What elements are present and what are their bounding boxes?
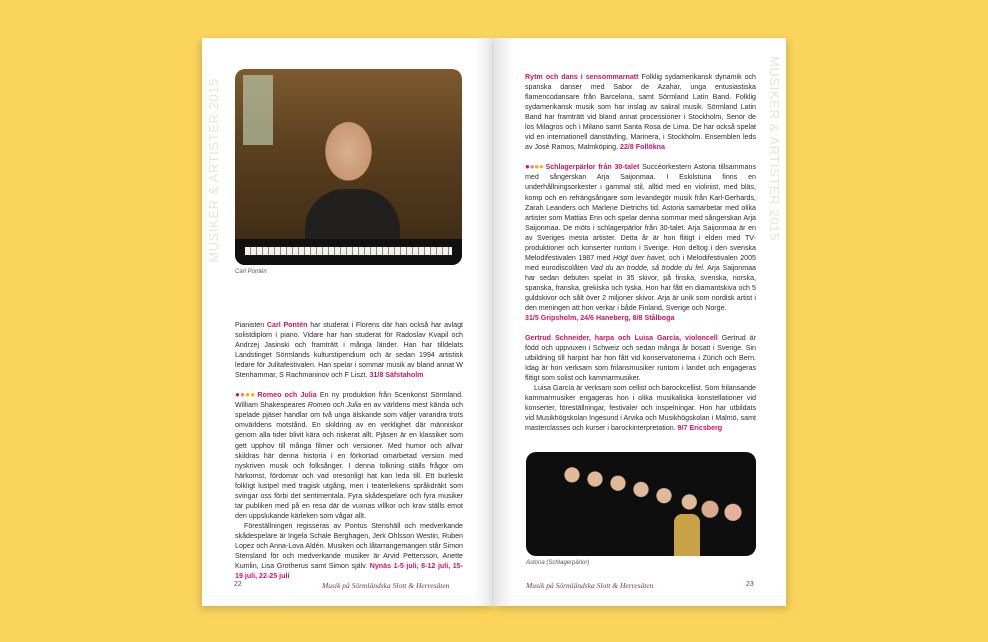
right-page [494,38,786,606]
side-label-right: MUSIKER & ARTISTER 2015 [767,56,782,241]
left-page [202,38,494,606]
left-article-text [235,320,463,581]
romeo-paragraph-2 [235,521,463,581]
left-folio-title: Musik på Sörmländska Slott & Herresäten [322,581,450,590]
romeo-body-1: En ny produktion från Scenkonst Sörmland. William Shakespeares [235,391,463,410]
carl-ponten-photo [235,69,462,265]
romeo-paragraph [235,390,463,521]
right-article-text-top [525,72,756,323]
rytm-name: Rytm och dans i sensommarnatt [525,73,639,81]
schlager-date: 31/5 Gripsholm, 24/6 Haneberg, 8/8 Stålboga [525,314,675,323]
romeo-body-2: en av världens mest kända och spelade pjäser handlar om två unga älskande som väljer varandra trots omvärldens motstånd. En skildring av en verklighet där människor genom alla tider blivit kära och riskerat allt. Pjäsen är en klassiker som gett upphov till många filmer och versioner. Med humor och allvar skildras här denna historia i en förkortad omarbetad version med nyskriven musik och folksånger. I denna tolkning ställs frågor om härkomst, fördomar och vad oresonligt hat kan leda till. Ett burleskt folkligt lustpel med tragisk utgång, men i teaterlekens språkdräkt som svingar oss förbi det sentimentala. Fyra skådespelare och fyra musiker tar publiken med på en resa där de vuxnas villkor och krav ställs emot den uppslukande kärleken som vågar allt. [235,401,463,520]
schlager-name: Schlagerpärlor från 30-talet [545,163,640,172]
side-label-left: MUSIKER & ARTISTER 2015 [206,78,221,263]
romeo-name: Romeo och Julia [257,391,317,400]
left-page-number: 22 [234,581,242,588]
right-folio-title: Musik på Sörmländska Slott & Herresäten [526,581,654,590]
schlager-song-1: Högt över havet, [613,253,667,262]
gertrud-date: 9/7 Ericsberg [677,424,723,433]
rytm-paragraph [525,72,756,152]
schlager-song-2: Vad du än trodde, så trodde du fel. [590,263,705,272]
carl-paragraph [235,320,463,380]
carl-body: har studerat i Florens där han också har avlagt solistdiplom i piano. Vidare har han studerat för Radoslav Kvapil och Andrzej Jasinski och framträtt i många länder. Han har tilldelats Landstinget Sörmlands kulturstipendium och är sedan 1994 artistisk ledare för Julitafestivalen. Han spelar i sommar musik av bland annat W Stenhammar, S Rachmaninov och F Liszt. [235,321,464,380]
gertrud-paragraph [525,333,756,383]
rytm-body: Folklig sydamerikansk dynamik och spanska danser med Sabor de Azahar, unga entusiastiska flamencodansare från Barcelona, samt Sörmland Latin Band. Folklig sydamerikansk musik som har inslag av sakral musik. Sörmland Latin Band har framträtt vid bland annat processioner i Stockholm, Senor de los Milagros och i Milano samt Santa Rosa de Lima. De har också spelat vid en internationell danstävling, Marinera, i Stockholm. Ensemblen leds av José Ramos, Malmköping. [525,73,757,152]
astoria-ensemble-photo [526,452,756,556]
photo-ensemble-faces [526,452,756,556]
spine-gutter [474,38,514,606]
ensemble-caption: Astoria (Schlagerpärlor) [526,560,590,566]
gertrud-name: Gertrud Schneider, harpa och Luisa García, violoncell [525,334,718,342]
carl-name: Carl Pontén [266,321,308,329]
gertrud-body: Gertrud är född och uppvuxen i Schweiz och sedan många år bosatt i Sverige. Sin utbildning till harpist har hon fått vid konservatorierna i Zürich och Bern. Idag är hon verksam som frilansmusiker runtom i landet och engageras flitigt som solist och kammarmusiker. [525,334,756,383]
schlager-body-1: Succéorkestern Astoria tillsammans med sångerskan Arja Saijonmaa. I Eskilstuna finns en underhållningsorkester i gammal stil, alltid med en violinist, med bläs, komp och en refrängsångare som levandegör musik från Karl-Gerhards, Zarah Leanders och Marlene Dietrichs tid. Astoria samarbetar med olika artister som Mattias Enn och spelar denna sommar med sångerskan Arja Saijonmaa. De möts i schlagerpärlor från 30-talet. Arja Saijonmaa är en av Sveriges mesta artister. Detta år är hon flitigt i elden med TV-produktioner och konserter runtom i Sverige. Hon deltog i den svenska Melodifestivalen 1987 med [525,163,756,262]
carl-intro: Pianisten [235,321,267,329]
portrait-caption: Carl Pontén [235,269,267,275]
schlager-body-2: och i Melodifestivalen 2005 med eurodiscolåten [525,253,756,272]
carl-date: 31/8 Säfstaholm [369,371,424,380]
photo-window [243,75,273,145]
luisa-body: Luisa García är verksam som cellist och barockcellist. Som frilansande kammarmusiker engageras hon i olika musikaliska konstellationer vid konserter, föreställningar, festivaler och inspelningar. Hon har utbildats vid Musikhögskolan Ingesund i Arvika och Musikhögskolan i Malmö, samt masterclasses och kurser i barockinterpretation. [525,384,756,433]
romeo-credits: Föreställningen regisseras av Pontus Stenshäll och medverkande skådespelare är Ingela Schale Berghagen, Jerk Ohlsson Westin, Ruben Lopez och Anna-Lova Aldén. Musiken och låtarrangemangen står Simon Stensland för och medverkande musiker är Arvid Pettersson, Anette Kumlin, Lisa Grotherus samt Simon själv. [235,521,463,571]
romeo-date: Nynäs 1-5 juli, 8-12 juli, 15-19 juli, 22-25 juli [235,562,463,581]
right-page-number: 23 [746,581,754,588]
rytm-date: 22/8 Follökna [620,143,665,152]
bullet-dots-icon: ●●●● [525,162,544,172]
right-article-text-mid [525,333,756,433]
romeo-title-italic: Romeo och Julia [307,401,362,410]
schlager-paragraph [525,162,756,323]
luisa-paragraph [525,383,756,433]
bullet-dots-icon: ●●●● [235,390,256,400]
photo-singer-dress [674,514,700,556]
schlager-body-3: Arja Saijonmaa har sedan debuten spelat in 35 skivor, på finska, svenska, norska, spanska, franska, grekiska och tyska. Hon har fått en diamantskiva och 5 guldskivor och sålt över 2 miljoner skivor. Arja är unik som nordisk artist i den meningen att hon verkar i både Finland, Sverige och Norge. [525,263,756,313]
photo-piano-keys [245,247,452,255]
